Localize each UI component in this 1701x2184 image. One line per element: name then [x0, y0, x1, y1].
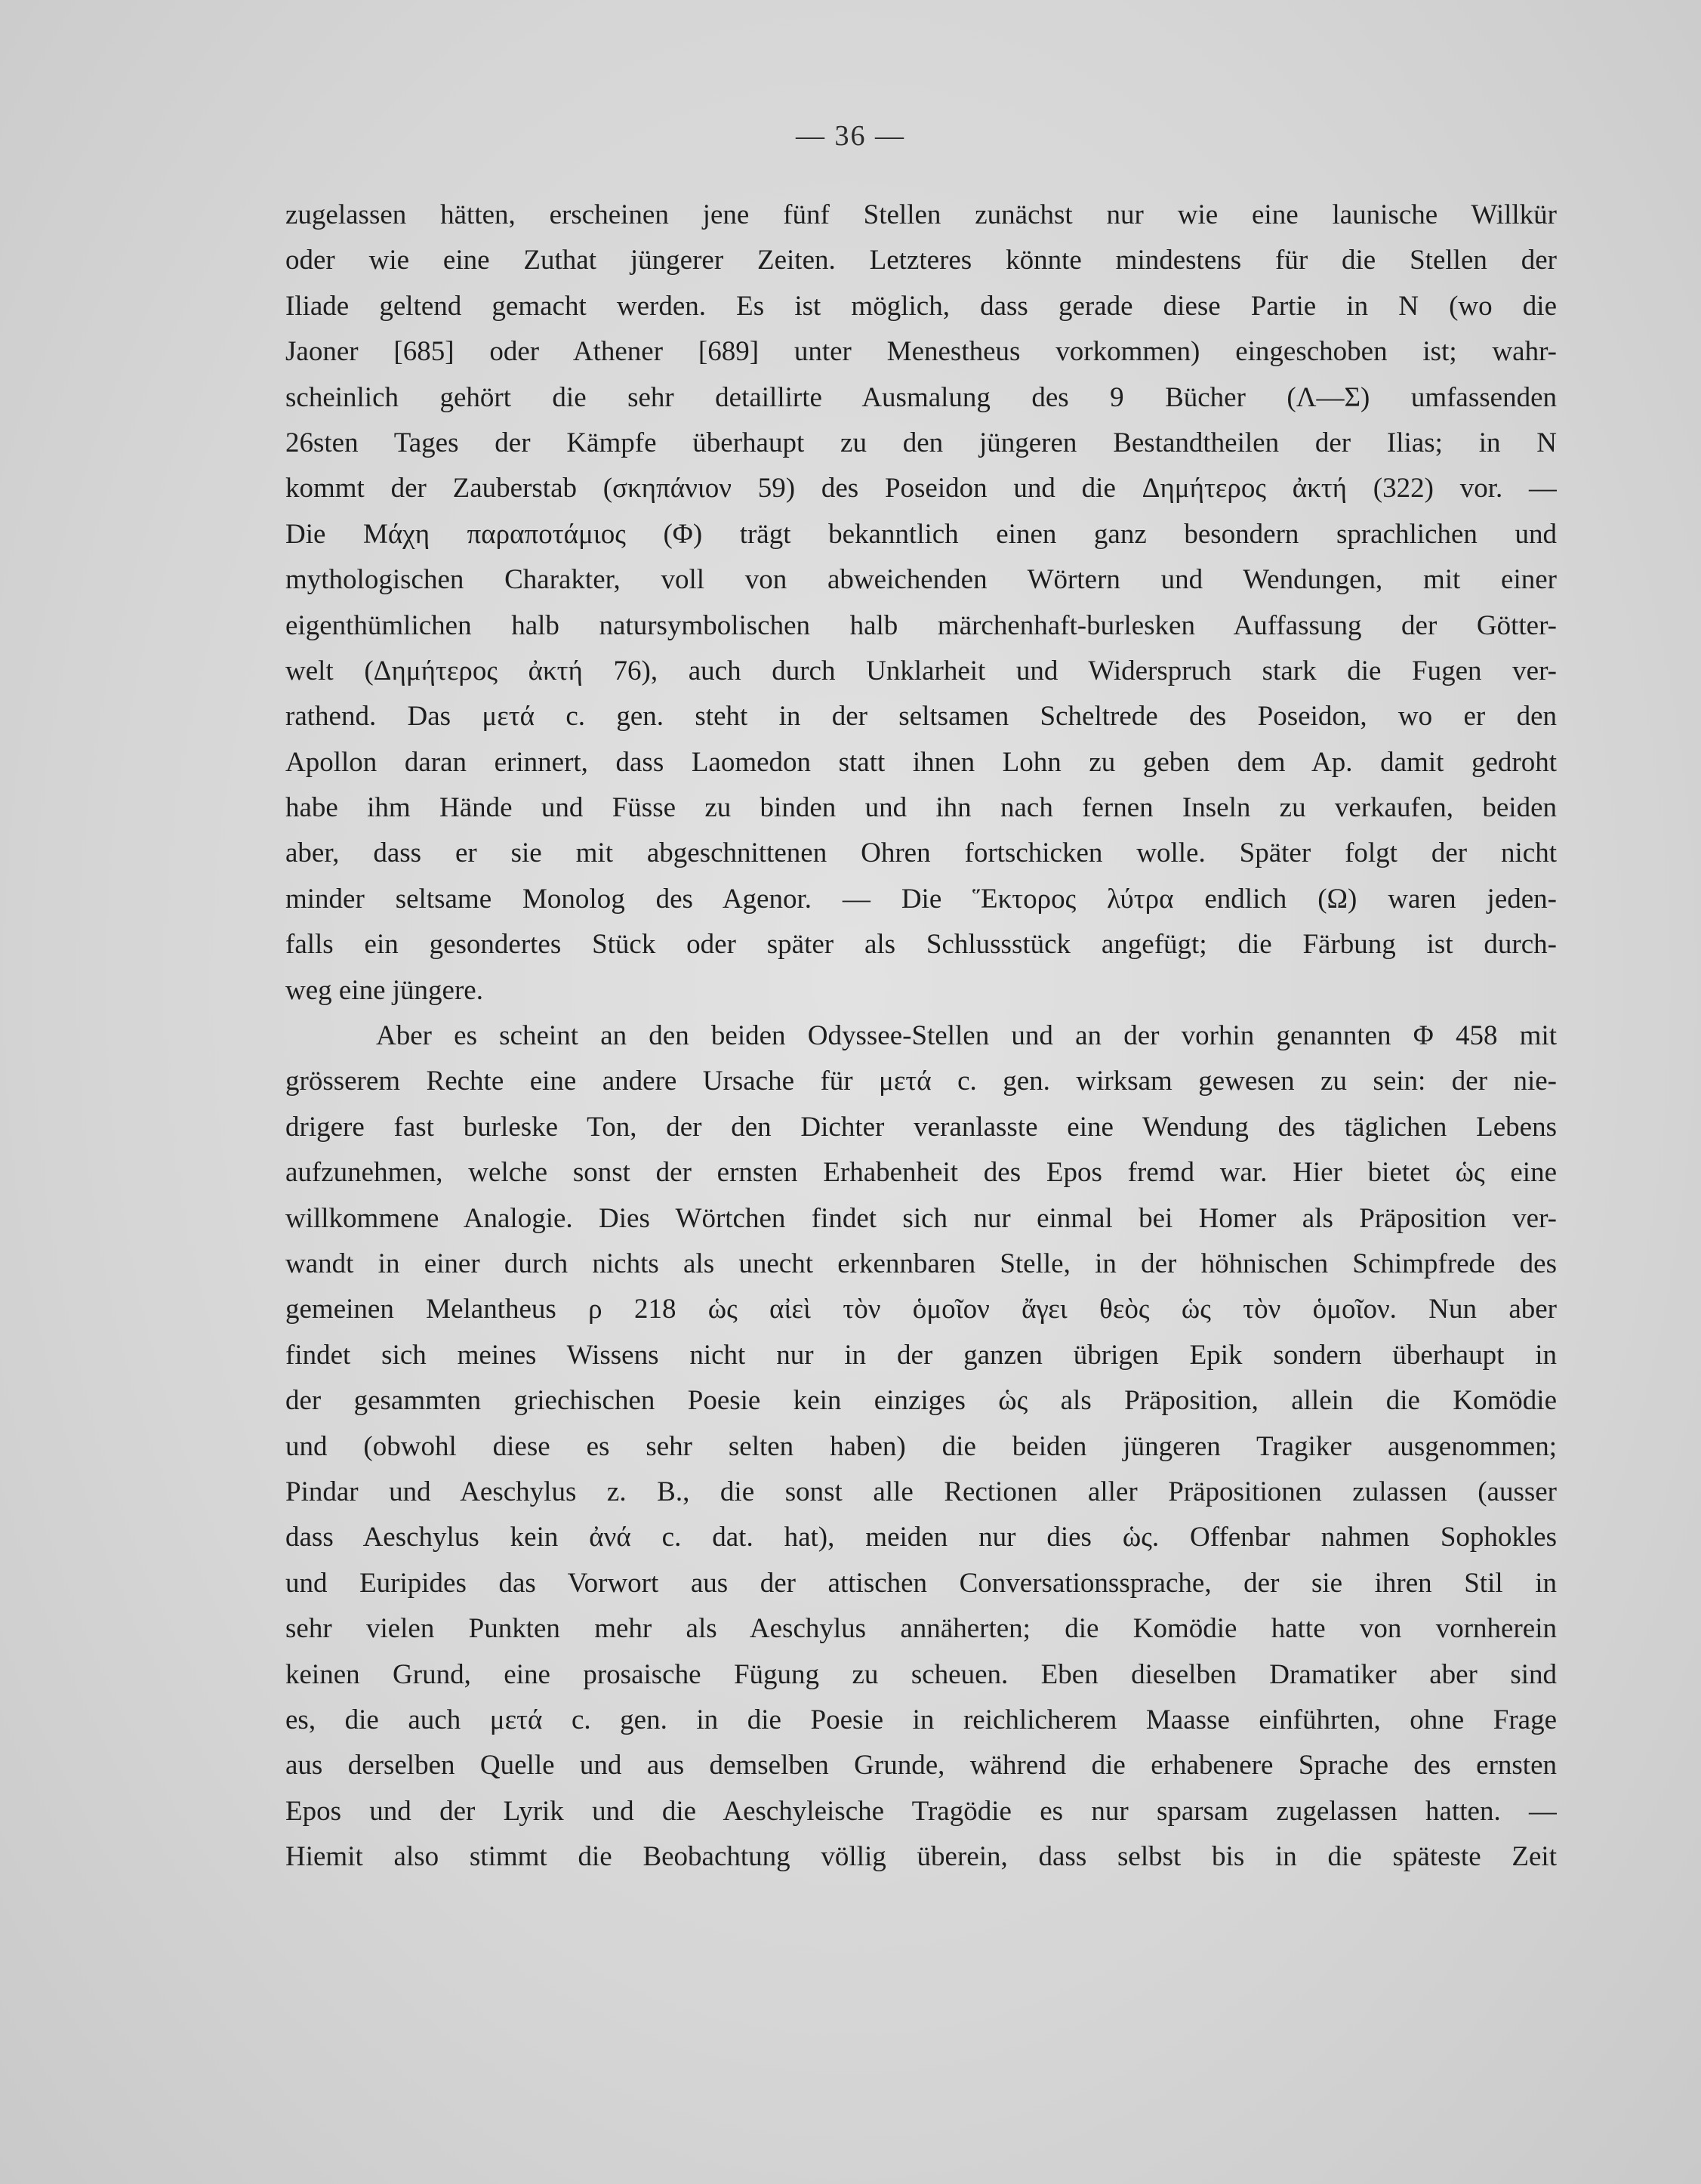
paragraph-end-line: weg eine jüngere.	[285, 974, 483, 1006]
text-line: kommt der Zauberstab (σκηπάνιον 59) des Poseidon und die Δημήτερος ἀκτή (322) vor. —	[285, 473, 1557, 504]
text-line: drigere fast burleske Ton, der den Dichter veranlasste eine Wendung des täglichen Lebens	[285, 1111, 1557, 1143]
text-line: minder seltsame Monolog des Agenor. — Die Ἕκτορος λύτρα endlich (Ω) waren jeden-	[285, 883, 1557, 915]
text-line: aus derselben Quelle und aus demselben Grunde, während die erhabenere Sprache des ernsten	[285, 1750, 1557, 1781]
text-line: dass Aeschylus kein ἀνά c. dat. hat), meiden nur dies ὡς. Offenbar nahmen Sophokles	[285, 1522, 1557, 1553]
text-line: gemeinen Melantheus ρ 218 ὡς αἰεὶ τὸν ὁμοῖον ἄγει θεὸς ὡς τὸν ὁμοῖον. Nun aber	[285, 1294, 1557, 1325]
text-line: Apollon daran erinnert, dass Laomedon statt ihnen Lohn zu geben dem Ap. damit gedroht	[285, 746, 1557, 778]
text-line: welt (Δημήτερος ἀκτή 76), auch durch Unklarheit und Widerspruch stark die Fugen ver-	[285, 655, 1557, 686]
text-line: grösserem Rechte eine andere Ursache für μετά c. gen. wirksam gewesen zu sein: der nie-	[285, 1066, 1557, 1097]
text-line: rathend. Das μετά c. gen. steht in der seltsamen Scheltrede des Poseidon, wo er den	[285, 701, 1557, 733]
text-line: findet sich meines Wissens nicht nur in der ganzen übrigen Epik sondern überhaupt in	[285, 1339, 1557, 1371]
text-line: Hiemit also stimmt die Beobachtung völlig überein, dass selbst bis in die späteste Zeit	[285, 1841, 1557, 1873]
text-line: und (obwohl diese es sehr selten haben) die beiden jüngeren Tragiker ausgenommen;	[285, 1430, 1557, 1462]
text-line: Iliade geltend gemacht werden. Es ist möglich, dass gerade diese Partie in N (wo die	[285, 290, 1557, 322]
text-line: aber, dass er sie mit abgeschnittenen Ohren fortschicken wolle. Später folgt der nicht	[285, 838, 1557, 869]
text-line: Pindar und Aeschylus z. B., die sonst alle Rectionen aller Präpositionen zulassen (ausser	[285, 1476, 1557, 1507]
text-line: 26sten Tages der Kämpfe überhaupt zu den jüngeren Bestandtheilen der Ilias; in N	[285, 427, 1557, 458]
paragraph-start-line: Aber es scheint an den beiden Odyssee-Stellen und an der vorhin genannten Φ 458 mit	[376, 1020, 1557, 1052]
text-line: keinen Grund, eine prosaische Fügung zu scheuen. Eben dieselben Dramatiker aber sind	[285, 1658, 1557, 1690]
text-line: oder wie eine Zuthat jüngerer Zeiten. Letzteres könnte mindestens für die Stellen der	[285, 245, 1557, 276]
text-line: Epos und der Lyrik und die Aeschyleische Tragödie es nur sparsam zugelassen hatten. —	[285, 1795, 1557, 1827]
text-line: wandt in einer durch nichts als unecht erkennbaren Stelle, in der höhnischen Schimpfrede des	[285, 1248, 1557, 1279]
page-number: — 36 —	[796, 120, 905, 152]
text-line: der gesammten griechischen Poesie kein einziges ὡς als Präposition, allein die Komödie	[285, 1385, 1557, 1417]
text-line: sehr vielen Punkten mehr als Aeschylus annäherten; die Komödie hatte von vornherein	[285, 1613, 1557, 1645]
text-line: Die Μάχη παραποτάμιος (Φ) trägt bekanntlich einen ganz besondern sprachlichen und	[285, 518, 1557, 550]
text-line: aufzunehmen, welche sonst der ernsten Erhabenheit des Epos fremd war. Hier bietet ὡς eine	[285, 1157, 1557, 1189]
text-line: scheinlich gehört die sehr detaillirte Ausmalung des 9 Bücher (Λ—Σ) umfassenden	[285, 381, 1557, 413]
text-line: falls ein gesondertes Stück oder später als Schlussstück angefügt; die Färbung ist durch-	[285, 929, 1557, 961]
text-line: willkommene Analogie. Dies Wörtchen findet sich nur einmal bei Homer als Präposition ver-	[285, 1202, 1557, 1234]
text-line: zugelassen hätten, erscheinen jene fünf Stellen zunächst nur wie eine launische Willkür	[285, 199, 1557, 230]
body-text	[285, 193, 1557, 1880]
text-line: es, die auch μετά c. gen. in die Poesie in reichlicherem Maasse einführten, ohne Frage	[285, 1704, 1557, 1735]
text-line: mythologischen Charakter, voll von abweichenden Wörtern und Wendungen, mit einer	[285, 564, 1557, 596]
text-line: Jaoner [685] oder Athener [689] unter Menestheus vorkommen) eingeschoben ist; wahr-	[285, 336, 1557, 368]
text-line: habe ihm Hände und Füsse zu binden und ihn nach fernen Inseln zu verkaufen, beiden	[285, 792, 1557, 824]
text-line: und Euripides das Vorwort aus der attischen Conversationssprache, der sie ihren Stil in	[285, 1567, 1557, 1599]
text-line: eigenthümlichen halb natursymbolischen halb märchenhaft-burlesken Auffassung der Götter-	[285, 609, 1557, 641]
